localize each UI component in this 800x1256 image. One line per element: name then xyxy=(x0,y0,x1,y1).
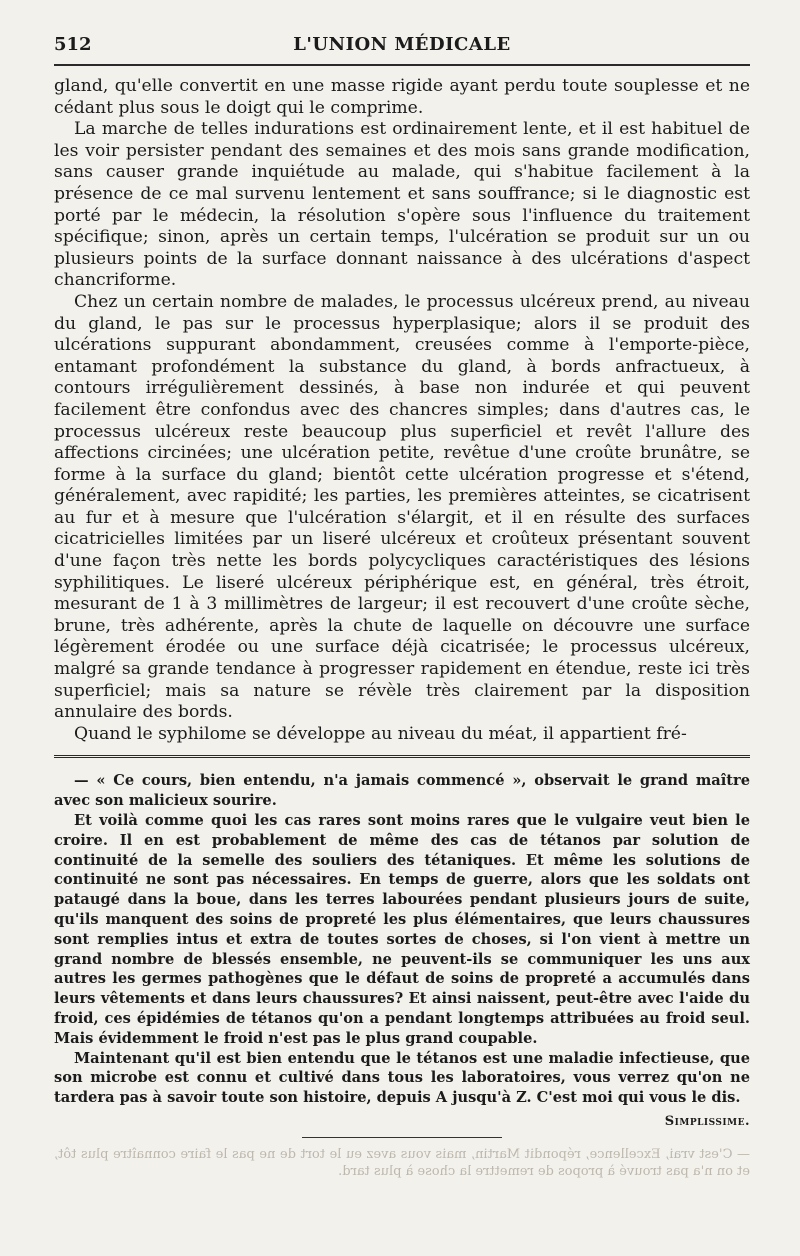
main-text xyxy=(54,76,750,745)
note-paragraph: — « Ce cours, bien entendu, n'a jamais commencé », observait le grand maître avec son malicieux sourire. xyxy=(54,772,750,810)
paragraph: Chez un certain nombre de malades, le processus ulcéreux prend, au niveau du gland, le pas sur le processus hyperplasique; alors il se produit des ulcérations suppurant abondamment, creusées comme à l'emporte-pièce, entamant profondément la substance du gland, à bords anfractueux, à contours irrégulièrement dessinés, à base non indurée et qui peuvent facilement être confondus avec des chancres simples; dans d'autres cas, le processus ulcéreux reste beaucoup plus superficiel et revêt l'allure des affections circinées; une ulcération petite, revêtue d'une croûte brunâtre, se forme à la surface du gland; bientôt cette ulcération progresse et s'étend, généralement, avec rapidité; les parties, les premières atteintes, se cicatrisent au fur et à mesure que l'ulcération s'élargit, et il en résulte des surfaces cicatricielles limitées par un liseré ulcéreux et croûteux présentant souvent d'une façon très nette les bords polycycliques caractéristiques des lésions syphilitiques. Le liseré ulcéreux périphérique est, en général, très étroit, mesurant de 1 à 3 millimètres de largeur; il est recouvert d'une croûte sèche, brune, très adhérente, après la chute de laquelle on découvre une surface légèrement érodée ou une surface déjà cicatrisée; le processus ulcéreux, malgré sa grande tendance à progresser rapidement en étendue, reste ici très superficiel; mais sa nature se révèle très clairement par la disposition annulaire des bords. xyxy=(54,291,750,723)
feuilleton-notes xyxy=(54,771,750,1108)
header-rule xyxy=(54,64,750,66)
note-paragraph: Et voilà comme quoi les cas rares sont moins rares que le vulgaire veut bien le croire. Il en est probablement de même des cas de tétanos par solution de continuité de la semelle des souliers des tétaniques. Et même les solutions de continuité ne sont pas nécessaires. En temps de guerre, alors que les soldats ont pataugé dans la boue, dans les terres labourées pendant plusieurs jours de suite, qu'ils manquent des soins de propreté les plus élémentaires, que leurs chaussures sont remplies intus et extra de toutes sortes de choses, si l'on vient à mettre un grand nombre de blessés ensemble, ne peuvent-ils se communiquer les uns aux autres les germes pathogènes que le défaut de soins de propreté a accumulés dans leurs vêtements et dans leurs chaussures? Et ainsi naissent, peut-être avec l'aide du froid, ces épidémies de tétanos qu'on a pendant longtemps attribuées au froid seul. Mais évidemment le froid n'est pas le plus grand coupable. xyxy=(54,812,750,1047)
signature: Simplissime. xyxy=(664,1113,750,1129)
bleed-through-text: — C'est vrai, Excellence, répondit Martin, mais vous avez eu le tort de ne pas le faire connaître plus tôt, et on n'a pas trouvé à propos de remettre la chose à plus tard. xyxy=(54,1146,750,1179)
paragraph: Quand le syphilome se développe au niveau du méat, il appartient fré- xyxy=(74,723,687,744)
page-header xyxy=(54,30,750,58)
paragraph: gland, qu'elle convertit en une masse rigide ayant perdu toute souplesse et ne cédant plus sous le doigt qui le comprime. xyxy=(54,76,750,118)
note-paragraph: Maintenant qu'il est bien entendu que le tétanos est une maladie infectieuse, que son microbe est connu et cultivé dans tous les laboratoires, vous verrez qu'on ne tardera pas à savoir toute son histoire, depuis A jusqu'à Z. C'est moi qui vous le dis. xyxy=(54,1049,750,1107)
paragraph: La marche de telles indurations est ordinairement lente, et il est habituel de les voir persister pendant des semaines et des mois sans grande modification, sans causer grande inquiétude au malade, qui s'habitue facilement à la présence de ce mal survenu lentement et sans souffrance; si le diagnostic est porté par le médecin, la résolution s'opère sous l'influence du traitement spécifique; sinon, après un certain temps, l'ulcération se produit sur un ou plusieurs points de la surface donnant naissance à des ulcérations d'aspect chancriforme. xyxy=(54,119,750,291)
end-rule xyxy=(302,1137,502,1138)
section-divider xyxy=(54,755,750,761)
running-title: L'UNION MÉDICALE xyxy=(293,34,511,55)
page-number: 512 xyxy=(54,34,92,55)
